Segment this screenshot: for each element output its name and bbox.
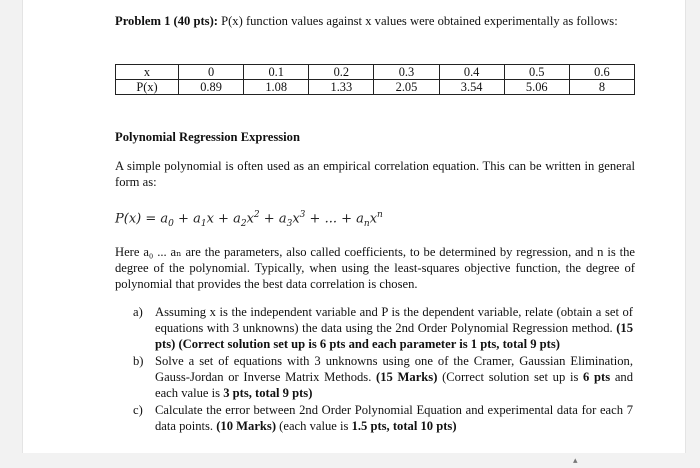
task-text: Assuming x is the independent variable and P is the dependent variable, relate (obtain a set of equations with 3 unknowns) the data using the 2nd Order Polynomial Regression method. xyxy=(155,305,633,335)
eq-a1-x: x xyxy=(206,211,214,227)
task-marker: c) xyxy=(133,403,143,417)
eq-a3: a xyxy=(278,211,287,227)
table-cell: 2.05 xyxy=(374,80,439,95)
table-cell: 0.3 xyxy=(374,65,439,80)
table-cell: 5.06 xyxy=(504,80,569,95)
task-list xyxy=(133,304,633,434)
table-cell: 0.5 xyxy=(504,65,569,80)
table-cell: 1.08 xyxy=(244,80,309,95)
problem-label: Problem 1 (40 pts): xyxy=(115,14,218,28)
task-points-note: (each value is xyxy=(276,419,352,433)
task-points-note: (Correct solution set up is xyxy=(437,370,584,384)
eq-an: a xyxy=(356,211,364,227)
problem-text: P(x) function values against x values were obtained experimentally as follows: xyxy=(221,14,618,28)
table-row-x xyxy=(116,65,635,80)
table-header-p: P(x) xyxy=(116,80,179,95)
eq-a1-sub: 1 xyxy=(200,218,207,229)
data-table xyxy=(115,64,635,95)
table-cell: 0.1 xyxy=(244,65,309,80)
task-points: (15 Marks) xyxy=(376,370,438,384)
table-cell: 0.89 xyxy=(179,80,244,95)
eq-a3-sub: 3 xyxy=(286,218,293,229)
eq-a2-pow: 2 xyxy=(253,210,260,220)
problem-statement xyxy=(115,13,635,29)
eq-a1: a xyxy=(193,211,201,227)
document-page xyxy=(22,0,686,465)
table-cell: 0.2 xyxy=(309,65,374,80)
eq-a0: a xyxy=(160,211,169,227)
task-text: Solve a set of equations with 3 unknowns using one of the Cramer, Gaussian Elimination, Gauss-Jordan or Inverse Matrix Methods. xyxy=(155,354,633,384)
eq-an-pow: n xyxy=(377,210,383,220)
eq-an-x: x xyxy=(369,211,378,227)
task-marker: b) xyxy=(133,354,144,368)
parameters-paragraph: Here a₀ ... aₙ are the parameters, also called coefficients, to be determined by regression, and n is the degree of the polynomial. Typically, when using the least-squares objective function, the degree of polynomial that provides the best data correlation is chosen. xyxy=(115,245,635,291)
eq-an-sub: n xyxy=(363,218,370,229)
task-item-b xyxy=(133,353,633,401)
eq-lhs: P(x) = xyxy=(115,211,161,227)
task-points: 6 pts xyxy=(583,370,611,384)
table-row-p xyxy=(116,80,635,95)
eq-a0-sub: 0 xyxy=(168,218,174,229)
section-heading: Polynomial Regression Expression xyxy=(115,130,300,144)
table-cell: 0.4 xyxy=(439,65,504,80)
polynomial-equation xyxy=(115,207,383,232)
eq-plus: + xyxy=(259,211,279,227)
eq-ellipsis: + ... + xyxy=(305,211,357,227)
cursor-mark-icon: ▴ xyxy=(573,455,578,465)
table-cell: 3.54 xyxy=(439,80,504,95)
eq-plus: + xyxy=(213,211,234,227)
task-item-c xyxy=(133,402,633,434)
table-cell: 1.33 xyxy=(309,80,374,95)
eq-a2-sub: 2 xyxy=(240,218,247,229)
eq-plus: + xyxy=(173,211,194,227)
task-points: 1.5 pts, total 10 pts) xyxy=(351,419,457,433)
task-points: (10 Marks) xyxy=(216,419,277,433)
eq-a2: a xyxy=(233,211,241,227)
task-points: 3 pts, total 9 pts) xyxy=(223,386,313,400)
task-item-a xyxy=(133,304,633,352)
eq-a3-x: x xyxy=(292,211,300,227)
eq-a2-x: x xyxy=(246,211,254,227)
intro-paragraph: A simple polynomial is often used as an empirical correlation equation. This can be written in general form as: xyxy=(115,159,635,189)
task-marker: a) xyxy=(133,305,143,319)
task-points: (15 pts) (Correct solution set up is 6 pts and each parameter is 1 pts, total 9 pts) xyxy=(155,321,633,351)
table-cell: 0 xyxy=(179,65,244,80)
task-points-note: and each value is xyxy=(155,370,634,400)
table-cell: 0.6 xyxy=(569,65,634,80)
table-header-x: x xyxy=(116,65,179,80)
table-cell: 8 xyxy=(569,80,634,95)
task-text: Calculate the error between 2nd Order Polynomial Equation and experimental data for each 7 data points. xyxy=(155,403,633,433)
eq-a3-pow: 3 xyxy=(299,210,306,220)
